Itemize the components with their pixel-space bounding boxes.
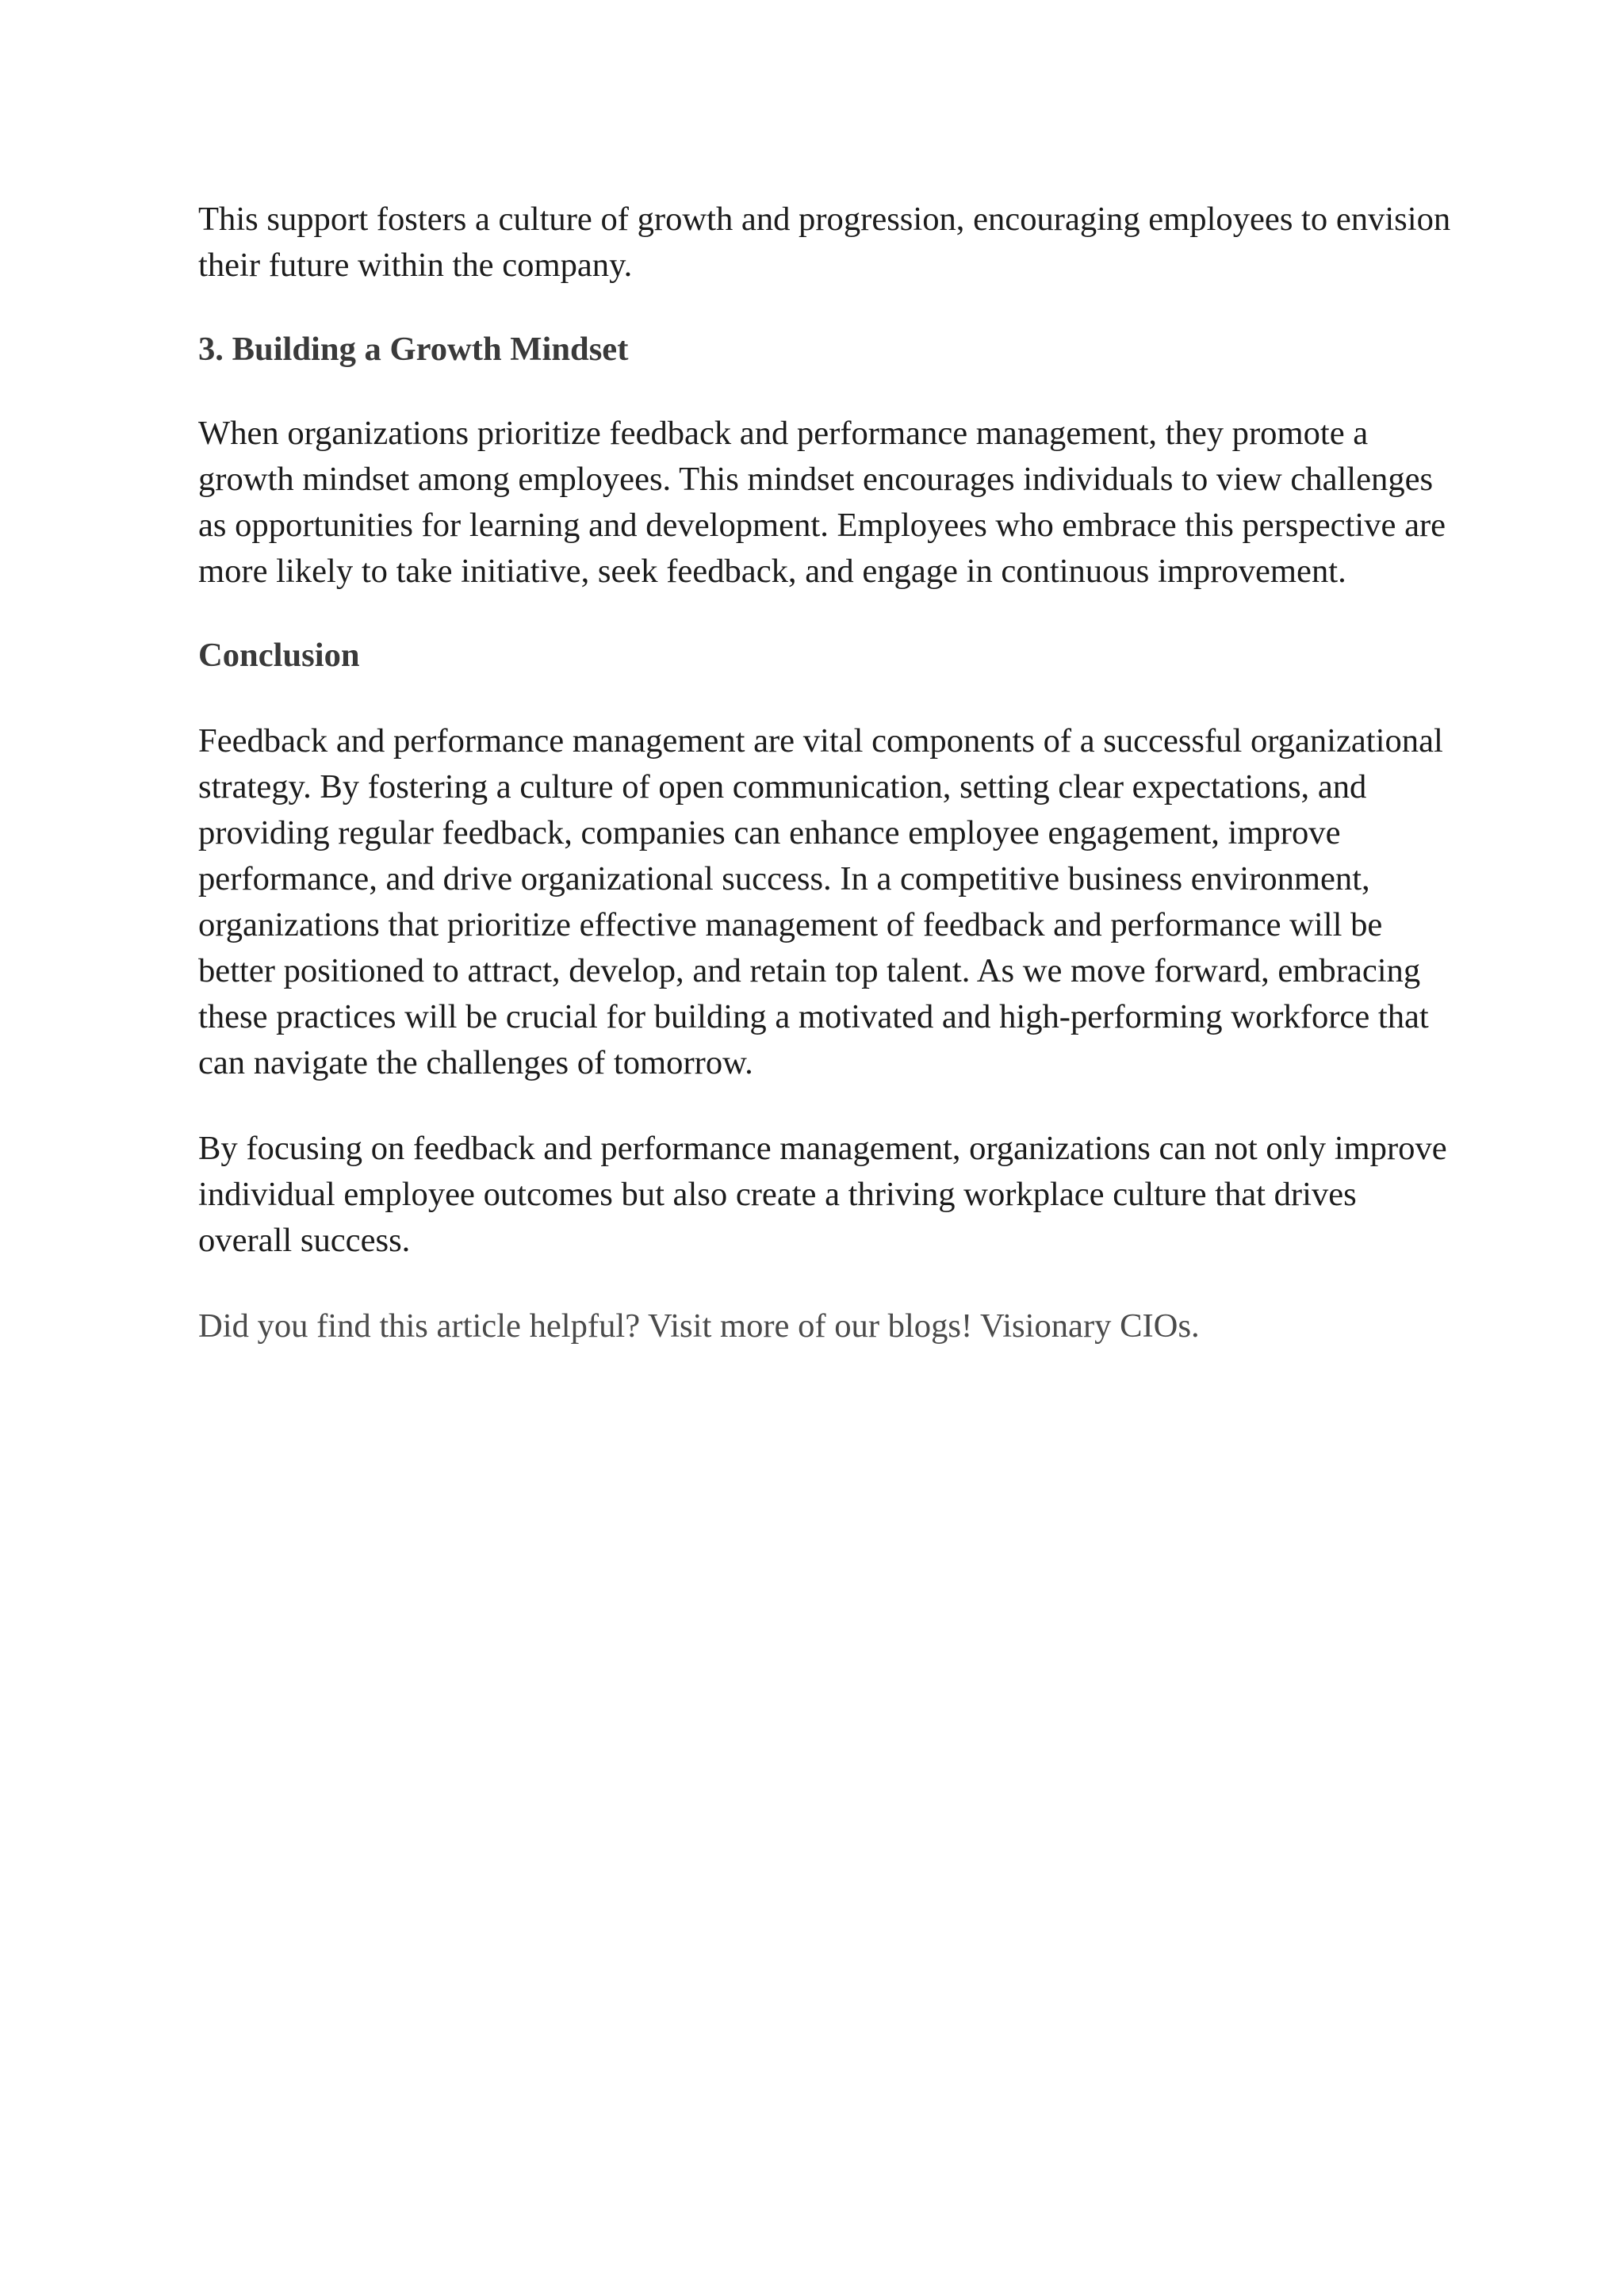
paragraph-summary: By focusing on feedback and performance management, organizations can not only improve individual employee outcomes but also create a thriving workplace culture that drives overall success. xyxy=(198,1130,1447,1259)
paragraph-conclusion: Feedback and performance management are vital components of a successful organizational strategy. By fostering a culture of open communication, setting clear expectations, and providing regular feedback, companies can enhance employee engagement, improve performance, and drive organizational success. In a competitive business environment, organizations that prioritize effective management of feedback and performance will be better positioned to attract, develop, and retain top talent. As we move forward, embracing these practices will be crucial for building a motivated and high-performing workforce that can navigate the challenges of tomorrow. xyxy=(198,722,1443,1081)
footer-blog-note: Did you find this article helpful? Visit more of our blogs! Visionary CIOs. xyxy=(198,1307,1200,1345)
paragraph-growth-mindset: When organizations prioritize feedback and performance management, they promote a growth mindset among employees. This mindset encourages individuals to view challenges as opportunities for learning and development. Employees who embrace this perspective are more likely to take initiative, seek feedback, and engage in continuous improvement. xyxy=(198,415,1446,590)
heading-growth-mindset: 3. Building a Growth Mindset xyxy=(198,331,629,368)
heading-conclusion: Conclusion xyxy=(198,637,360,674)
paragraph-support-culture: This support fosters a culture of growth and progression, encouraging employees to envision their future within the company. xyxy=(198,201,1451,284)
document-body xyxy=(198,197,1451,1349)
